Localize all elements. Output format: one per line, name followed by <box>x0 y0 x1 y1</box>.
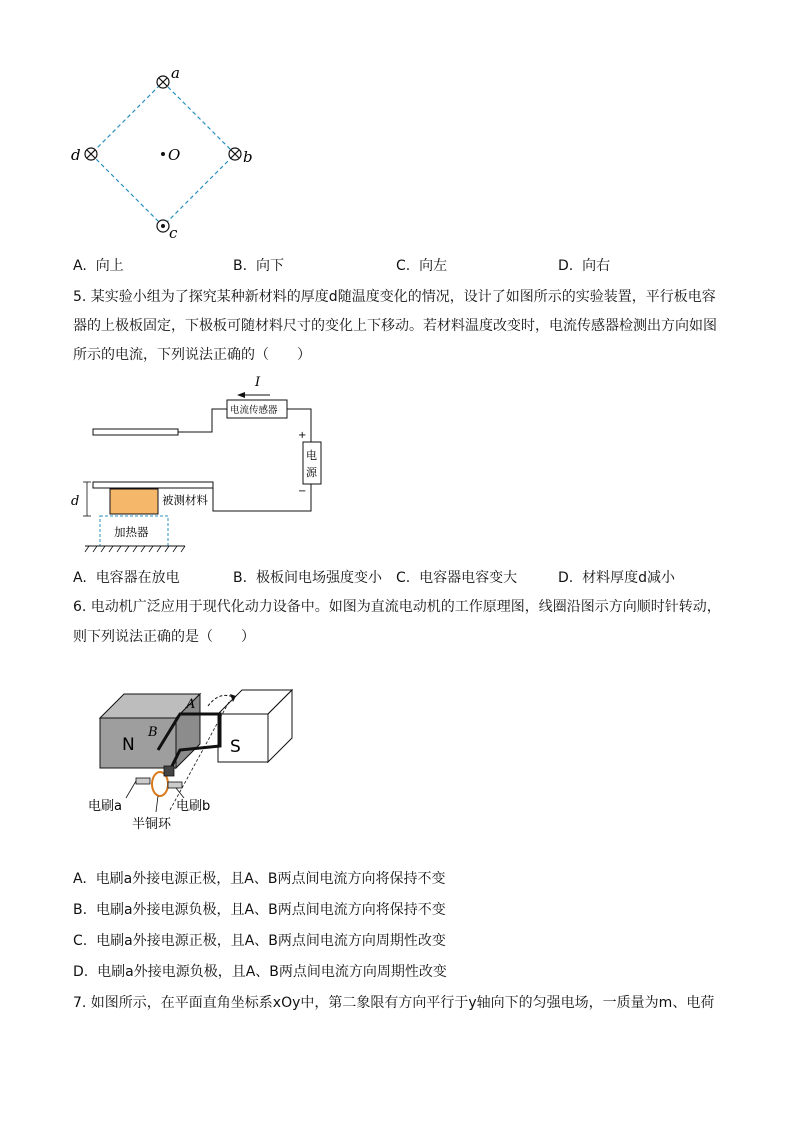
q7-stem-line1: 7. 如图所示，在平面直角坐标系xOy中，第二象限有方向平行于y轴向下的匀强电场，一质量为m、电荷 <box>73 995 715 1011</box>
test-material <box>110 489 158 514</box>
current-label: I <box>255 375 261 390</box>
plus-sign: + <box>298 430 307 441</box>
heater-label: 加热器 <box>114 525 149 539</box>
minus-sign: − <box>298 486 307 497</box>
q4-option-b: B. 向下 <box>233 258 284 274</box>
figure-dc-motor <box>70 680 310 840</box>
current-arrow-icon <box>237 392 245 398</box>
q5-option-d: D. 材料厚度d减小 <box>558 570 676 586</box>
label-d: d <box>71 146 81 164</box>
thickness-label: d <box>71 494 80 509</box>
figure-square <box>60 60 260 245</box>
q4-option-a: A. 向上 <box>73 258 124 274</box>
figure-capacitor-circuit <box>65 370 335 560</box>
q5-option-b: B. 极板间电场强度变小 <box>233 570 382 586</box>
q6-option-a: A. 电刷a外接电源正极，且A、B两点间电流方向将保持不变 <box>73 871 446 887</box>
brush-b <box>168 782 182 788</box>
lower-plate <box>93 482 213 488</box>
q5-stem-line3: 所示的电流，下列说法正确的（ ） <box>73 347 311 363</box>
wire-b-cross-icon <box>229 148 241 160</box>
point-a-label: A <box>186 697 196 712</box>
q4-option-c: C. 向左 <box>396 258 448 274</box>
current-sensor-label: 电流传感器 <box>230 405 278 416</box>
upper-plate <box>93 429 178 435</box>
brush-b-label: 电刷b <box>176 799 211 814</box>
ground-hatch <box>85 546 185 552</box>
q5-option-c: C. 电容器电容变大 <box>396 570 518 586</box>
q6-option-c: C. 电刷a外接电源正极，且A、B两点间电流方向周期性改变 <box>73 933 446 949</box>
q5-stem-line2: 器的上极板固定，下极板可随材料尺寸的变化上下移动。若材料温度改变时，电流传感器检测出方向如图 <box>73 318 717 334</box>
brush-a-label: 电刷a <box>88 799 122 814</box>
q5-option-a: A. 电容器在放电 <box>73 570 180 586</box>
wire-c-dot-icon <box>157 220 169 232</box>
source-char-1: 电 <box>306 449 317 462</box>
brush-a <box>136 778 150 784</box>
label-b: b <box>243 148 253 166</box>
material-label: 被测材料 <box>162 493 208 507</box>
wire-a-cross-icon <box>157 76 169 88</box>
point-b-label: B <box>148 725 158 740</box>
wire-d-cross-icon <box>85 148 97 160</box>
label-a: a <box>171 64 180 82</box>
q5-stem-line1: 5. 某实验小组为了探究某种新材料的厚度d随温度变化的情况，设计了如图所示的实验装置，平行板电容 <box>73 289 716 305</box>
label-o: O <box>168 146 181 164</box>
q6-stem-line2: 则下列说法正确的是（ ） <box>73 629 255 645</box>
q6-stem-line1: 6. 电动机广泛应用于现代化动力设备中。如图为直流电动机的工作原理图，线圈沿图示方向顺时针转动， <box>73 599 721 615</box>
q6-option-b: B. 电刷a外接电源负极，且A、B两点间电流方向将保持不变 <box>73 902 446 918</box>
center-point <box>161 152 165 156</box>
magnet-s-label: S <box>230 737 241 757</box>
magnet-n-label: N <box>122 735 135 755</box>
q4-option-d: D. 向右 <box>558 258 611 274</box>
source-char-2: 源 <box>306 466 317 479</box>
q6-option-d: D. 电刷a外接电源负极，且A、B两点间电流方向周期性改变 <box>73 964 447 980</box>
ring-label: 半铜环 <box>132 817 172 832</box>
label-c: c <box>169 224 178 242</box>
